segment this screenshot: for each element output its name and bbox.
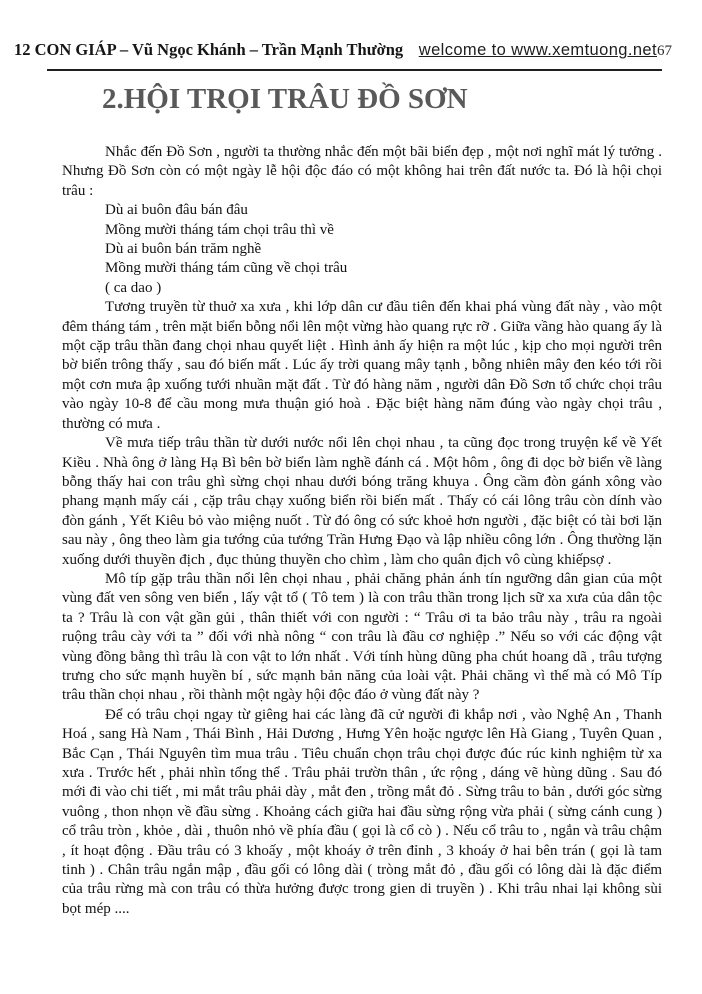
paragraph-yet-kieu: Về mưa tiếp trâu thần từ dưới nước nổi lên chọi nhau , ta cũng đọc trong truyện kể về Yết Kiều . Nhà ông ở làng Hạ Bì bên bờ biển làm nghề đánh cá . Một hôm , ông đi dọc bờ biển về làng bỗng thấy hai con trâu ghì sừng chọi nhau dưới bóng trăng khuya . Ông cầm đòn gánh xông vào phang mạnh mấy cái , cặp trâu chạy xuống biển rồi biến mất . Thấy có cái lông trâu còn dính vào đòn gánh , Yết Kiêu bỏ vào miệng nuốt . Từ đó ông có sức khoẻ hơn người , đặc biệt có tài bơi lặn sau này , ông theo làm gia tướng của tướng Trần Hưng Đạo và lập nhiều công lớn . Ông thường lặn xuống dưới thuyền địch , đục thủng thuyền cho chìm , làm cho quân địch vô cùng khiếpsợ . <box>62 435 662 568</box>
paragraph-legend: Tương truyền từ thuở xa xưa , khi lớp dân cư đầu tiên đến khai phá vùng đất này , vào một đêm tháng tám , trên mặt biển bỗng nổi lên một vừng hào quang rực rỡ . Giữa vầng hào quang ấy là một cặp trâu thần đang chọi nhau quyết liệt . Hình ảnh ấy hiện ra một lúc , kịp cho mọi người trên bờ biển trông thấy , sau đó biến mất . Lúc ấy trời quang mây tạnh , bỗng nhiên mây đen kéo tới rồi một cơn mưa ập xuống tưới nhuần mặt đất . Từ đó hàng năm , người dân Đồ Sơn tổ chức chọi trâu vào ngày 10-8 để cầu mong mưa thuận gió hoà . Đặc biệt hàng năm đúng vào ngày chọi trâu , thường có mưa . <box>62 299 662 432</box>
poem-line: Dù ai buôn bán trăm nghề <box>105 241 262 258</box>
poem-attribution: ( ca dao ) <box>105 279 162 296</box>
poem-line: Dù ai buôn đâu bán đâu <box>105 202 248 219</box>
article-body <box>62 143 662 919</box>
paragraph-totem: Mô típ gặp trâu thần nổi lên chọi nhau , phải chăng phản ánh tín ngưỡng dân gian của một vùng đất ven sông ven biển , lấy vật tổ ( Tô tem ) là con trâu thần trong lịch sữ xa xưa của dân tộc ta ? Trâu là con vật gần gủi , thân thiết với con người : “ Trâu ơi ta bảo trâu này , trâu ra ngoài ruộng trâu cày với ta ” đối với nhà nông “ con trâu là đầu cơ nghiệp .” Nếu so với các động vật vùng đồng bằng thì trâu là con vật to lớn nhất . Với tính hùng dũng pha chút hoang dã , trâu tượng trưng cho sức mạnh huyền bí , sức mạnh bản năng của loài vật. Phải chăng vì thế mà có Mô Típ trâu thần chọi nhau , rồi thành một ngày hội độc đáo ở vùng đất này ? <box>62 570 662 704</box>
poem-line: Mồng mười tháng tám chọi trâu thì về <box>105 221 334 238</box>
poem-line: Mồng mười tháng tám cũng về chọi trâu <box>105 260 348 277</box>
header-right <box>419 41 672 60</box>
header-divider <box>47 69 662 71</box>
page-number: 67 <box>657 43 672 59</box>
folk-verse <box>105 201 662 298</box>
paragraph-buffalo-selection: Để có trâu chọi ngay từ giêng hai các làng đã cử người đi khắp nơi , vào Nghệ An , Thanh Hoá , sang Hà Nam , Thái Bình , Hải Dương , Hưng Yên hoặc ngược lên Hà Giang , Tuyên Quan , Bắc Cạn , Thái Nguyên tìm mua trâu . Tiêu chuẩn chọn trâu chọi được đúc rúc kinh nghiệm từ xa xưa . Trước hết , phải nhìn tổng thể . Trâu phải trườn thân , ức rộng , dáng vẽ hùng dũng . Sau đó mới đi vào chi tiết , mi mắt trâu phải dày , mắt đen , trồng mắt đỏ . Sừng trâu to bản , dưới góc sừng vuông , thon nhọn về đầu sừng . Khoảng cách giữa hai đầu sừng rộng vừa phải ( sừng cánh cung ) cổ trâu tròn , khỏe , dài , thuôn nhỏ về phía đầu ( gọi là cổ cò ) . Nếu cổ trâu to , ngắn và trâu chậm , ít hoạt động . Đầu trâu có 3 khoấy , một khoáy ở trên đỉnh , 3 khoáy ở hai bên trán ( gọi là tam tinh ) . Chân trâu ngắn mập , đầu gối có lông dài ( tròng mắt đỏ , đầu gối có lông dài là đặc điểm của trâu rừng mà con trâu có thừa hưởng được trong gien di truyền ) . Khi trâu nhai lại không sùi bọt mép .... <box>62 706 662 917</box>
paragraph-intro: Nhắc đến Đồ Sơn , người ta thường nhắc đến một bãi biển đẹp , một nơi nghĩ mát lý tưởng . Nhưng Đồ Sơn còn có một ngày lễ hội độc đáo có một không hai trên đất nước ta. Đó là hội chọi trâu : <box>62 144 662 199</box>
site-link[interactable]: welcome to www.xemtuong.net <box>418 41 657 59</box>
page-header <box>14 40 672 60</box>
article-title: 2.HỘI TRỌI TRÂU ĐỒ SƠN <box>102 83 468 115</box>
book-title: 12 CON GIÁP – Vũ Ngọc Khánh – Trần Mạnh Thường <box>14 40 404 59</box>
